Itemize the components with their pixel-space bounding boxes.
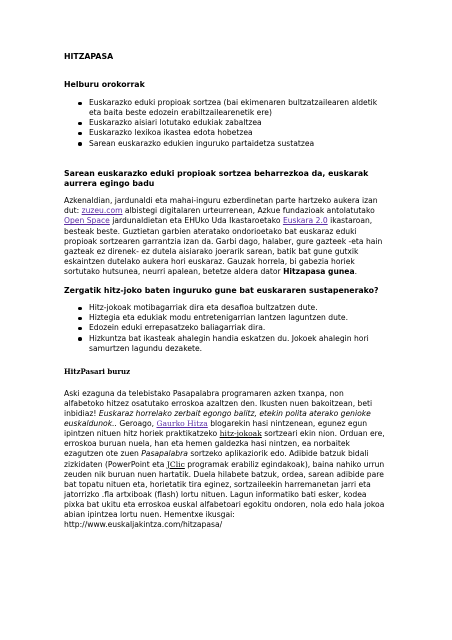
goals-heading: Helburu orokorrak <box>64 80 145 90</box>
paragraph-text: Geroago, <box>116 419 157 429</box>
jclic-link[interactable]: JClic <box>166 459 185 469</box>
paragraph-text: jardunaldietan eta EHUko Uda Ikastaroetako <box>109 216 283 226</box>
paragraph-text: Azkenaldian, jardunaldi eta mahai-inguru ezberdinetan parte hartzeko aukera izan dut: <box>64 196 378 216</box>
hitzapasa-gunea-bold: Hitzapasa gunea <box>283 266 355 276</box>
paragraph-text: Aski ezaguna da telebistako Pasapalabra programaren azken txanpa, non alfabetoko hitzez osatutako erroskoa azaltzen den. Ikusten nuen bakoitzean, beti inbidiaz! <box>64 388 373 419</box>
document-page <box>64 52 386 537</box>
why-list-item: Edozein eduki errepasatzeko baliagarriak dira. <box>78 323 386 333</box>
pasapalabra-italic: Pasapalabra <box>141 449 188 459</box>
paragraph-text: sortzeari ekin nion. Orduan ere, erroskoa buruan nuela, han eta hemen galdezka hasi nintzen, ea norbaitek ezagutzen ote zuen <box>64 429 385 459</box>
euskara-2-0-link[interactable]: Euskara 2.0 <box>282 216 328 226</box>
zuzeu-link[interactable]: zuzeu.com <box>81 206 123 216</box>
paragraph-text: . <box>354 266 358 276</box>
section-heading-content-creation: Sarean euskarazko eduki propioak sortzea beharrezkoa da, euskarak aurrera egingo badu <box>64 168 369 188</box>
hitz-jokoak-link[interactable]: hitz-jokoak <box>219 429 262 439</box>
content-creation-paragraph <box>64 196 386 277</box>
goals-list-item: Sarean euskarazko edukien inguruko partaidetza sustatzea <box>78 139 386 149</box>
paragraph-text: albistegi digitalaren urteurrenean, Azkue fundazioak antolatutako <box>122 206 375 216</box>
paragraph-text: ikastaroan, besteak beste. Guztietan garbien ateratako ondorioetako bat euskaraz eduki propioak sortzearen garrantzia izan da. Garbi dago, halaber, gure gazteek -eta hain gazteak ez direnek- ez dutela aisiarako joerarik sarean, batik bat gune gutxik eskaintzen dutelako aukera hori euskaraz. Gauzak horrela, bi gabezia horiek sortutako hutsunea, neurri apalean, betetze aldera dator <box>64 216 383 276</box>
document-title: HITZAPASA <box>64 52 114 61</box>
paragraph-text: programak erabiliz egindakoak), baina nahiko urrun zeuden nik buruan nuen hartatik. Duela hilabete batzuk, ordea, sarean adibide pare bat topatu nituen eta, horietatik tira eginez, sortzaileekin harremanetan jarri eta jatorrizko .fla artxiboak (flash) lortu nituen. Lagun informatiko bati esker, kodea pixka bat ukitu eta erroskoa euskal alfabetoari egokitu ondoren, nola edo hala jokoa abian ipintzea lortu nuen. Hementxe ikusgai: http://www.euskaljakintza.com/hitzapasa/ <box>64 459 385 530</box>
about-hitzpasa-paragraph <box>64 389 386 530</box>
why-list-item: Hitz-jokoak motibagarriak dira eta desafioa bultzatzen dute. <box>78 303 386 313</box>
about-hitzpasa-heading: HitzPasari buruz <box>64 366 131 376</box>
goals-list <box>64 98 386 148</box>
why-list-item: Hizkuntza bat ikasteak ahalegin handia eskatzen du. Jokoek ahalegin hori samurtzen lagundu dezakete. <box>78 334 386 354</box>
goals-list-item: Euskarazko aisiari lotutako edukiak zabaltzea <box>78 118 386 128</box>
italic-quote: Euskaraz horrelako zerbait egongo balitz, etekin polita aterako genioke euskaldunok.. <box>64 409 371 429</box>
gaurko-hitza-link[interactable]: Gaurko Hitza <box>156 419 208 429</box>
section-heading-why-word-game: Zergatik hitz-joko baten inguruko gune bat euskararen sustapenerako? <box>64 286 379 295</box>
goals-list-item: Euskarazko eduki propioak sortzea (bai ekimenaren bultzatzailearen aldetik eta baita beste edozein erabiltzailearenetik ere) <box>78 98 386 118</box>
why-list-item: Hiztegia eta edukiak modu entretenigarrian lantzen laguntzen dute. <box>78 313 386 323</box>
paragraph-text: blogarekin hasi nintzenean, egunez egun ipintzen nituen hitz horiek praktikatzeko <box>64 419 368 439</box>
goals-list-item: Euskarazko lexikoa ikastea edota hobetzea <box>78 128 386 138</box>
why-word-game-list <box>64 303 386 353</box>
open-space-link[interactable]: Open Space <box>64 216 110 226</box>
paragraph-text: sortzeko aplikaziorik edo. Adibide batzuk bidali zizkidaten (PowerPoint eta <box>64 449 369 469</box>
